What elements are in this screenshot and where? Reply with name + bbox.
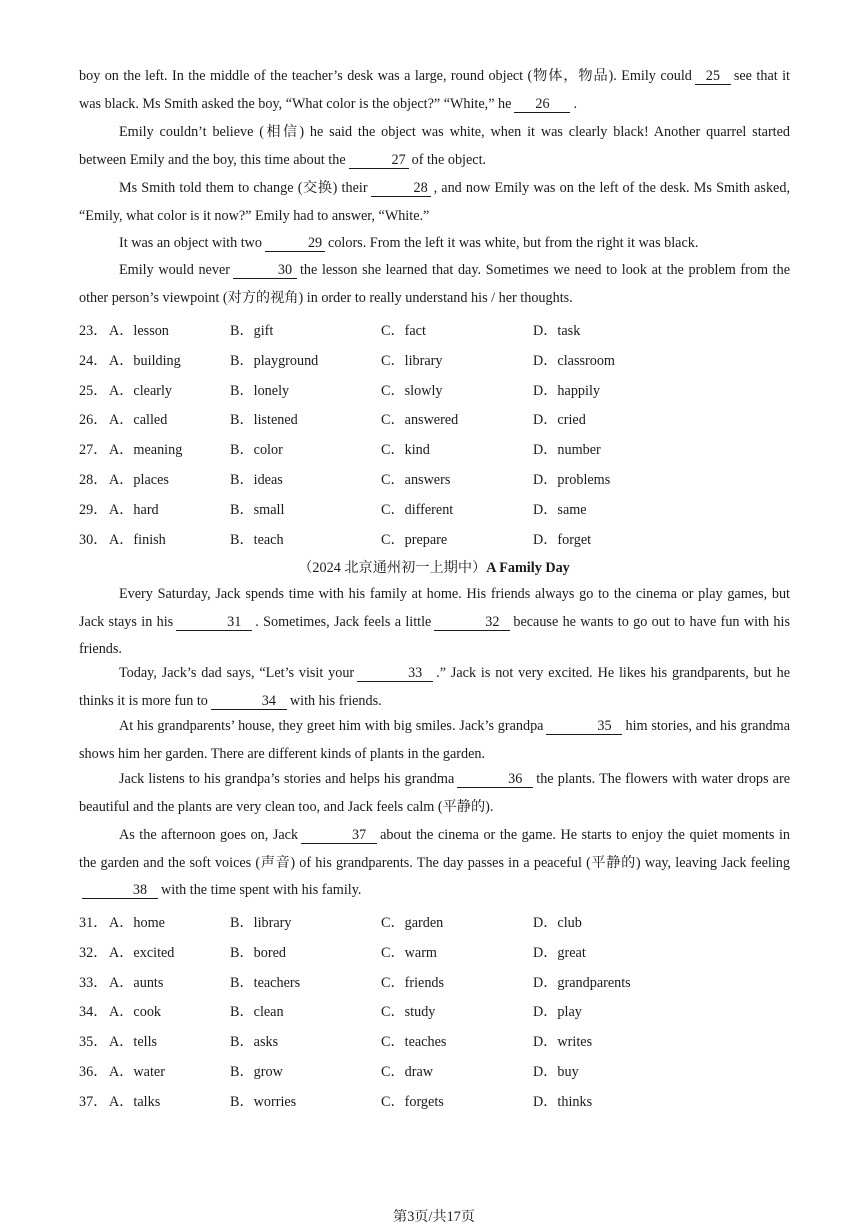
- option-b: B．playground: [230, 352, 319, 369]
- page-number: 第3页/共17页: [393, 1209, 475, 1225]
- option-row: [79, 499, 790, 529]
- blank-29: 29: [265, 235, 325, 252]
- question-number: 25．: [79, 382, 108, 399]
- option-d: D．task: [533, 323, 581, 339]
- option-b: B．asks: [230, 1034, 279, 1051]
- text: Today, Jack’s dad says, “Let’s visit your: [119, 665, 355, 681]
- option-b: B．listened: [230, 412, 298, 429]
- option-b: B．worries: [230, 1093, 297, 1110]
- options-list-31-37: [79, 912, 790, 1121]
- text: At his grandparents’ house, they greet him with big smiles. Jack’s grandpa: [119, 718, 544, 734]
- option-b: B．lonely: [230, 382, 290, 399]
- blank-30: 30: [233, 262, 297, 279]
- text: Emily would never: [119, 262, 230, 278]
- option-a: A．called: [109, 412, 168, 429]
- option-c: C．slowly: [381, 382, 443, 399]
- option-c: C．answered: [381, 412, 459, 429]
- text: colors. From the left it was white, but from the right it was black.: [328, 235, 699, 251]
- blank-32: 32: [434, 614, 510, 631]
- option-a: A．building: [109, 352, 181, 369]
- option-row: [79, 350, 790, 380]
- option-c: C．teaches: [381, 1034, 447, 1051]
- option-b: B．teach: [230, 531, 284, 548]
- option-row: [79, 469, 790, 499]
- blank-37: 37: [301, 827, 377, 844]
- option-a: A．places: [109, 471, 169, 488]
- section-source: （2024 北京通州初一上期中）: [298, 560, 487, 576]
- option-d: D．club: [533, 915, 582, 931]
- question-number: 26．: [79, 412, 108, 429]
- passage2-paragraph-3: [79, 766, 790, 821]
- blank-25: 25: [695, 68, 731, 85]
- blank-28: 28: [371, 180, 431, 197]
- option-a: A．cook: [109, 1004, 162, 1021]
- option-c: C．forgets: [381, 1093, 444, 1110]
- question-number: 29．: [79, 501, 108, 518]
- option-d: D．classroom: [533, 352, 615, 369]
- option-d: D．happily: [533, 382, 600, 399]
- option-a: A．tells: [109, 1034, 158, 1051]
- option-a: A．lesson: [109, 323, 169, 339]
- question-number: 33．: [79, 974, 108, 991]
- option-row: [79, 912, 790, 942]
- text: Emily couldn’t believe (相信) he said the object was white, when it was clearly black! Another quarrel started between Emily and the boy, this time about the: [79, 124, 790, 168]
- option-b: B．bored: [230, 944, 286, 961]
- option-d: D．grandparents: [533, 974, 631, 991]
- option-d: D．same: [533, 501, 587, 518]
- option-row: [79, 1061, 790, 1091]
- text: It was an object with two: [119, 235, 263, 251]
- passage1-paragraph-2: [79, 175, 790, 230]
- option-b: B．small: [230, 501, 285, 518]
- option-c: C．kind: [381, 442, 430, 459]
- option-a: A．home: [109, 915, 165, 931]
- option-b: B．ideas: [230, 471, 283, 488]
- option-row: [79, 1091, 790, 1121]
- passage2-paragraph-4: [79, 822, 790, 905]
- option-c: C．different: [381, 501, 454, 518]
- option-c: C．library: [381, 352, 443, 369]
- blank-26: 26: [514, 96, 570, 113]
- text: of the object.: [411, 151, 487, 168]
- question-number: 35．: [79, 1034, 108, 1051]
- text: him stories, and his grandma shows him her garden. There are different kinds of plants in the garden.: [79, 718, 790, 762]
- text: .: [573, 95, 577, 112]
- text: about the cinema or the game. He starts to enjoy the quiet moments in the garden and the soft voices (声音) of his grandparents. The day passes in a peaceful (平静的) way, leaving Jack feeling: [79, 827, 790, 871]
- blank-27: 27: [349, 152, 409, 169]
- blank-35: 35: [546, 718, 622, 735]
- text: As the afternoon goes on, Jack: [119, 827, 299, 843]
- question-number: 23．: [79, 323, 108, 339]
- option-a: A．talks: [109, 1093, 161, 1110]
- option-a: A．clearly: [109, 382, 173, 399]
- text: with his friends.: [289, 692, 382, 709]
- option-b: B．library: [230, 915, 292, 931]
- section-title: [0, 557, 868, 577]
- option-d: D．buy: [533, 1063, 579, 1080]
- text: . Sometimes, Jack feels a little: [255, 613, 432, 630]
- blank-34: 34: [211, 693, 287, 710]
- option-row: [79, 380, 790, 410]
- question-number: 34．: [79, 1004, 108, 1021]
- question-number: 24．: [79, 352, 108, 369]
- option-a: A．meaning: [109, 442, 183, 459]
- option-c: C．prepare: [381, 531, 448, 548]
- option-c: C．draw: [381, 1063, 434, 1080]
- question-number: 37．: [79, 1093, 108, 1110]
- option-c: C．study: [381, 1004, 436, 1021]
- passage2-paragraph-2: [79, 713, 790, 768]
- option-a: A．finish: [109, 531, 166, 548]
- option-b: B．grow: [230, 1063, 283, 1080]
- text: because he wants to go out to have fun with his friends.: [79, 613, 790, 657]
- option-d: D．great: [533, 944, 586, 961]
- blank-33: 33: [357, 665, 433, 682]
- text: Jack listens to his grandpa’s stories and helps his grandma: [119, 771, 455, 787]
- question-number: 27．: [79, 442, 108, 459]
- option-c: C．garden: [381, 915, 444, 931]
- passage2-paragraph-1: [79, 660, 790, 715]
- text: see that it was black. Ms Smith asked the boy, “What color is the object?” “White,” he: [79, 68, 790, 112]
- option-c: C．warm: [381, 944, 437, 961]
- text: .” Jack is not very excited. He likes his grandparents, but he thinks it is more fun to: [79, 665, 791, 709]
- option-d: D．number: [533, 442, 601, 459]
- option-d: D．play: [533, 1004, 582, 1021]
- question-number: 32．: [79, 944, 108, 961]
- blank-36: 36: [457, 771, 533, 788]
- text: with the time spent with his family.: [161, 882, 362, 898]
- option-c: C．fact: [381, 323, 426, 339]
- option-row: [79, 439, 790, 469]
- passage1-paragraph-1: [79, 119, 790, 174]
- blank-38: 38: [82, 882, 158, 899]
- option-c: C．friends: [381, 974, 445, 991]
- text: , and now Emily was on the left of the desk. Ms Smith asked, “Emily, what color is it now?” Emily had to answer, “White.”: [79, 180, 790, 224]
- passage1-paragraph-4: [79, 257, 790, 312]
- text: the lesson she learned that day. Sometimes we need to look at the problem from the other person’s viewpoint (对方的视角) in order to really understand his / her thoughts.: [79, 262, 790, 306]
- option-a: A．hard: [109, 501, 159, 518]
- passage1-paragraph-0: [79, 63, 790, 118]
- question-number: 30．: [79, 531, 108, 548]
- question-number: 31．: [79, 915, 108, 931]
- text: Ms Smith told them to change (交换) their: [119, 180, 368, 196]
- options-list-23-30: [79, 320, 790, 558]
- option-b: B．clean: [230, 1004, 284, 1021]
- option-d: D．thinks: [533, 1093, 593, 1110]
- blank-31: 31: [176, 614, 252, 631]
- option-b: B．teachers: [230, 974, 301, 991]
- question-number: 28．: [79, 471, 108, 488]
- passage1-paragraph-3: [79, 230, 790, 258]
- passage-title: A Family Day: [486, 560, 570, 576]
- option-row: [79, 320, 790, 350]
- option-row: [79, 1031, 790, 1061]
- option-a: A．excited: [109, 944, 175, 961]
- option-row: [79, 409, 790, 439]
- option-row: [79, 1001, 790, 1031]
- option-row: [79, 972, 790, 1002]
- option-b: B．color: [230, 442, 283, 459]
- option-row: [79, 942, 790, 972]
- text: the plants. The flowers with water drops are beautiful and the plants are very clean too, and Jack feels calm (平静的).: [79, 771, 790, 815]
- option-a: A．water: [109, 1063, 165, 1080]
- question-number: 36．: [79, 1063, 108, 1080]
- option-a: A．aunts: [109, 974, 164, 991]
- option-row: [79, 529, 790, 559]
- option-b: B．gift: [230, 323, 274, 339]
- option-d: D．writes: [533, 1034, 593, 1051]
- passage2-paragraph-0: [79, 581, 790, 664]
- text: Every Saturday, Jack spends time with his family at home. His friends always go to the cinema or play games, but Jack stays in his: [79, 586, 790, 630]
- option-d: D．cried: [533, 412, 586, 429]
- option-c: C．answers: [381, 471, 451, 488]
- option-d: D．forget: [533, 531, 592, 548]
- option-d: D．problems: [533, 471, 611, 488]
- text: boy on the left. In the middle of the teacher’s desk was a large, round object (物体，物品). Emily could: [79, 68, 692, 84]
